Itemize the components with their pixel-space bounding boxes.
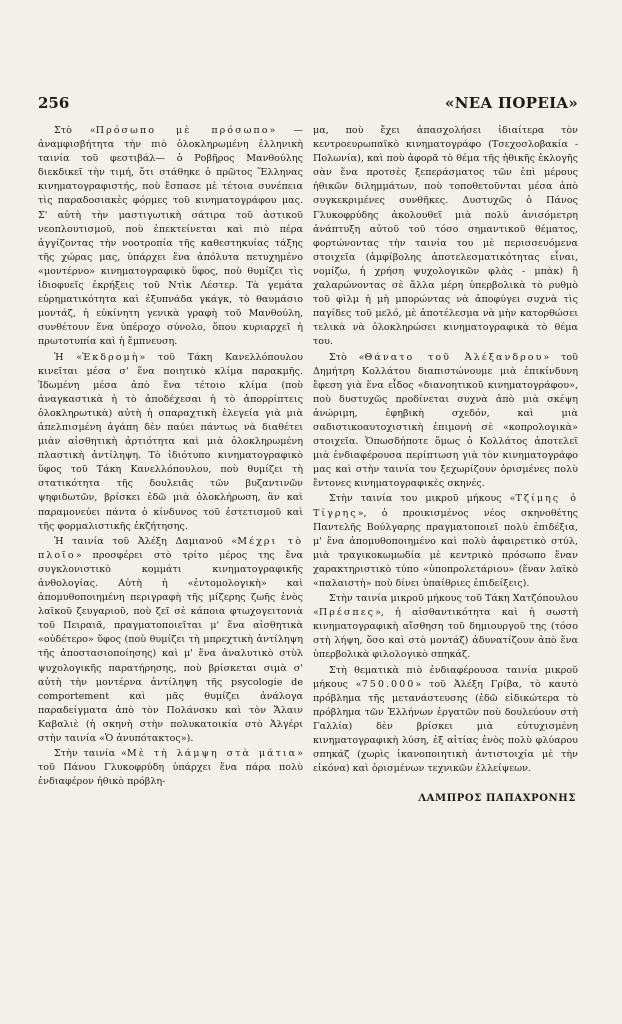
paragraph-lampsi: Στὴν ταινία «Μὲ τὴ λάμψη στὰ μάτια» τοῦ Πάνου Γλυκοφρύδη ὑπάρχει ἕνα πάρα πολὺ ἐνδιαφέρον ἠθικὸ πρόβλη-: [38, 748, 303, 788]
film-title-prespes: Πρέσπες: [318, 607, 376, 619]
film-title-thanatos: Θάνατο τοῦ Ἀλέξανδρου: [364, 351, 544, 363]
paragraph-tzimis: Στὴν ταινία του μικροῦ μήκους «Τζίμης ὁ Τίγρης», ὁ προικισμένος νέος σκηνοθέτης Παντελῆς Βούλγαρης πραγματοποιεῖ πολὺ ἐπιδέξια, μ' ἕνα ἀπομυθοποιημένο καὶ πολὺ ἀφαιρετικὸ στύλ, μιὰ τραγικοκωμωδία μὲ κεντρικὸ πρόσωπο ἕναν χαρακτηριστικὸ τύπο «ὑποπρολετάριου» (ἕναν λαϊκὸ «παλαιστὴ» ποὺ δίνει ὑπαίθριες ἐπιδείξεις).: [313, 493, 578, 589]
right-column: [313, 124, 578, 806]
paragraph-lampsi-cont: μα, ποὺ ἔχει ἀπασχολήσει ἰδιαίτερα τὸν κεντροευρωπαϊκὸ κινηματογράφο (Τσεχοσλοβακία - Πολωνία), καὶ ποὺ ἀφορᾶ τὸ θέμα τῆς ἠθικῆς ἐκλογῆς σὰν ἕνα προτσὲς ξεπεράσματος τῶν ἐπὶ μέρους ἠθικῶν διλημμάτων, ποὺ τοποθετοῦνται μέσα ἀπὸ συγκεκριμένες συνθῆκες. Δυστυχῶς ὁ Πάνος Γλυκοφρύδης ἀκολουθεῖ μιὰ πολὺ ἀνισόμετρη ἀνάπτυξη αὐτοῦ τοῦ τόσο σημαντικοῦ θέματος, φορτώνοντας τὴν ταινία του μὲ περισσευόμενα στοιχεῖα (ἀμφίβολης ἀποτελεσματικότητας εἶναι, νομίζω, ἡ χρήση ψυχολογικῶν φλὰς - μπὰκ) ἢ χαλαρώνοντας σὲ ἄλλα μέρη ὑπερβολικὰ τὸ ρυθμὸ τοῦ φὶλμ ἡ μὴ μπορώντας νὰ ἀποφύγει συχνὰ τὶς παγίδες τοῦ μελό, μὲ ἀποτέλεσμα νὰ μὴν κατορθώσει τελικὰ νὰ ὁλοκληρώσει κινηματογραφικὰ τὸ θέμα του.: [313, 125, 578, 348]
film-title-lampsi: Μὲ τὴ λάμψη στὰ μάτια: [126, 748, 298, 760]
page-header: [38, 94, 578, 112]
paragraph-mexri-to-ploio: Ἡ ταινία τοῦ Ἀλέξη Δαμιανοῦ «Μέχρι τὸ πλοῖο» προσφέρει στὸ τρίτο μέρος της ἕνα συγκλονιστικὸ κομμάτι κινηματογραφικῆς ἀνθολογίας. Αὐτὴ ἡ «ἐντομολογικὴ» καὶ ἀπομυθοποιημένη περιγραφὴ τῆς μίζερης ζωῆς ἑνὸς λαϊκοῦ ζευγαριοῦ, ποὺ ζεῖ σὲ κάποια φτωχογειτονιὰ τοῦ Πειραιᾶ, πραγματοποιεῖται μ' ἕνα αἰσθητικὰ «οὐδέτερο» ὕφος (ποὺ θυμίζει τὴ μπρεχτικὴ ἀντίληψη τῆς ἀποστασιοποίησης) καὶ μ' ἕνα ἀναλυτικὸ στὺλ ψυχολογικῆς παρατήρησης, ποὺ βρίσκεται σιμὰ σ' αὐτὴ τὴν μοντέρνα ἀντίληψη τῆς psycologie de comportement καὶ μᾶς θυμίζει ἀνάλογα παραδείγματα ἀπὸ τὸν Πολάνσκυ καὶ τὸν Ἄλαιν Καβαλιὲ (ἡ σκηνὴ στὴν πολυκατοικία στὸ Ἀλγέρι στὴν ταινία «Ὁ ἀνυπότακτος»).: [38, 535, 303, 745]
paragraph-thanatos: Στὸ «Θάνατο τοῦ Ἀλέξανδρου» τοῦ Δημήτρη Κολλάτου διαπιστώνουμε μιὰ ἐπικίνδυνη ἔφεση γιὰ ἕνα εἶδος «διανοητικοῦ κινηματογράφου», ποὺ δυστυχῶς προδίνεται συχνὰ ἀπὸ μιὰ σκέψη ἀνώριμη, ἐφηβικὴ σχεδόν, καὶ μιὰ σαδιστικοαυτοχιστικὴ ἐπιμονὴ σὲ «κοπρολογικὰ» στοιχεῖα. Ὁπωσδήποτε ὅμως ὁ Κολλάτος ἀποτελεῖ μιὰ ἐνδιαφέρουσα περίπτωση γιὰ τὸν κινηματογράφο μας καὶ στὴν ταινία του ξεχωρίζουν ὁρισμένες πολὺ ἔντονες κινηματογραφικὲς σκηνές.: [313, 351, 578, 490]
film-title-prosopo: Πρόσωπο μὲ πρόσωπο: [95, 125, 270, 136]
article-body: [38, 124, 578, 806]
paragraph-prespes: Στὴν ταινία μικροῦ μήκους τοῦ Τάκη Χατζόπουλου «Πρέσπες», ἡ αἰσθαντικότητα καὶ ἡ σωστὴ κινηματογραφικὴ αἴσθηση τοῦ δημιουργοῦ της (τόσο στὴ λήψη, ὅσο καὶ στὸ μοντάζ) ἀδυνατίζουν ἀπὸ ἕνα ὑπερβολικὰ φιλολογικὸ σπηκάζ.: [313, 593, 578, 661]
paragraph-750000: Στὴ θεματικὰ πιὸ ἐνδιαφέρουσα ταινία μικροῦ μήκους «750.000» τοῦ Ἀλέξη Γρίβα, τὸ καυτὸ πρόβλημα τῆς μετανάστευσης (ἐδῶ εἰδικώτερα τὸ πρόβλημα τῶν Ἑλλήνων ἐργατῶν ποὺ δουλεύουν στὴ Γαλλία) δὲν βρίσκει μιὰ εὐτυχισμένη κινηματογραφικὴ λύση, ἐξ αἰτίας ἑνὸς πολὺ φλύαρου σπηκάζ (χωρὶς ἱκανοποιητικὴ ἀντιστοιχία μὲ τὴν εἰκόνα) καὶ ὁρισμένων τεχνικῶν ἐλλείψεων.: [313, 664, 578, 775]
paragraph-ekdromi: Ἡ «Ἐκδρομὴ» τοῦ Τάκη Κανελλόπουλου κινεῖται μέσα σ' ἕνα ποιητικὸ κλίμα παρακμῆς. Ἰδωμένη μέσα ἀπὸ ἕνα τέτοιο κλίμα (ποὺ ἀναγκαστικὰ ἡ τὸ ἀποδέχεσαι ἡ τὸ ἀπορρίπτεις ὁλοκληρωτικὰ) αὐτὴ ἡ σπαραχτικὴ ἐλεγεία γιὰ μιὰ ἀπελπισμένη ἀγάπη δὲν παύει πάντως νὰ διαθέτει μιὰν αἰσθητικὴ ἀρτιότητα καὶ μιὰ ὁλοκληρωμένη πλαστικὴ ἀντίληψη. Τὸ ἰδιότυπο κινηματογραφικὸ ὕφος τοῦ Τάκη Κανελλόπουλου, ποὺ θυμίζει τὴ στατικότητα τῆς δουλειᾶς τῶν βυζαντινῶν ψηφιδωτῶν, βρίσκει ἐδῶ μιὰ ὁλοκλήρωση, ἂν καὶ παραμονεύει πάντα ὁ κίνδυνος τοῦ ἐστετισμοῦ καὶ τῆς φορμαλιστικῆς ἐκζήτησης.: [38, 351, 303, 532]
journal-title: «ΝΕΑ ΠΟΡΕΙΑ»: [445, 94, 578, 112]
page-number: 256: [38, 94, 70, 112]
film-title-mexri-to-ploio: Μέχρι τὸ πλοῖο: [38, 535, 303, 561]
left-column: [38, 124, 303, 806]
film-title-tzimis: Τζίμης ὁ Τίγρης: [313, 493, 578, 519]
film-title-750000: 750.000: [361, 678, 416, 690]
film-title-ekdromi: Ἐκδρομὴ: [82, 351, 140, 363]
author-signature: ΛΑΜΠΡΟΣ ΠΑΠΑΧΡΟΝΗΣ: [418, 793, 576, 805]
paragraph-prosopo: Στὸ «Πρόσωπο μὲ πρόσωπο» —ἀναμφισβήτητα τὴν πιὸ ὁλοκληρωμένη ἑλληνικὴ ταινία τοῦ φεστιβάλ— ὁ Ροβῆρος Μανθούλης διεκδικεῖ τὴν τιμή, ὅτι στάθηκε ὁ πρῶτος Ἕλληνας κινηματογραφιστής, ποὺ ἔσπασε μὲ τέτοια συνέπεια τὶς παραδοσιακὲς φόρμες τοῦ κινηματογράφου μας. Σ' αὐτὴ τὴν μαστιγωτικὴ σάτιρα τοῦ ἀστικοῦ νεοπλουτισμοῦ, ποὺ ἐπεκτείνεται καὶ πιὸ πέρα ἀγγίζοντας τὴν νοοτροπία τῆς καθεστηκυίας τάξης τῆς χώρας μας, ὑπάρχει ἕνα ἀπόλυτα πετυχημένο «μοντέρνο» κινηματογραφικὸ ὕφος, ποὺ θυμίζει τὶς ἰδιοφυεῖς ἐκρήξεις τοῦ Ντὶκ Λέστερ. Τὰ γεμάτα εὑρηματικότητα καὶ ἐξυπνάδα γκάγκ, τὸ θαυμάσιο μοντάζ, ἡ εὐκίνητη γενικὰ γραφὴ τοῦ Μανθούλη, συνθέτουν ἕνα ὑπέροχο σύνολο, ὅπου κυριαρχεῖ ἡ πρωτοτυπία καὶ ἡ ἔμπνευση.: [38, 125, 303, 348]
